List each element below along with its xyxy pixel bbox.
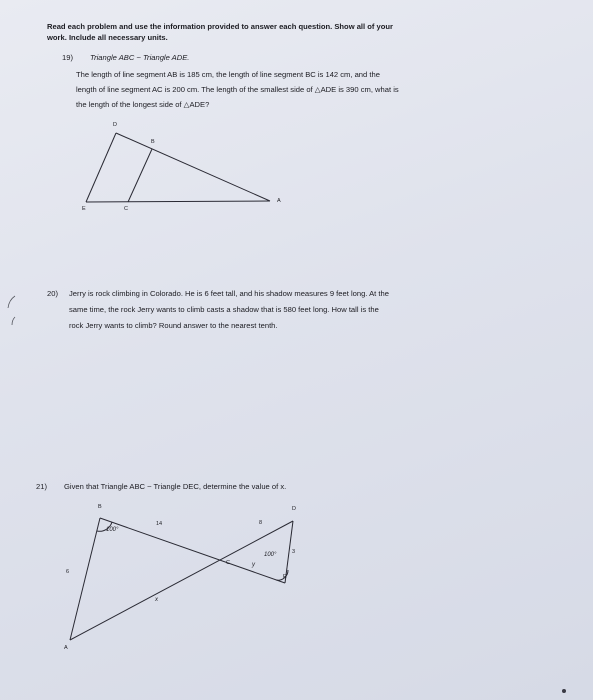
side-6-label: 6 [66, 569, 70, 575]
problem-19-statement: Triangle ABC ~ Triangle ADE. [90, 53, 190, 62]
instructions-line-2: work. Include all necessary units. [47, 33, 168, 42]
label-a: A [277, 198, 281, 204]
problem-19-number: 19) [62, 53, 73, 62]
problem-20-number: 20) [47, 289, 58, 298]
problem-21-number: 21) [36, 482, 47, 491]
angle-b-value: 100° [106, 527, 119, 533]
label-e: E [82, 206, 86, 212]
label-c: C [124, 206, 128, 212]
binder-mark-1 [8, 296, 15, 308]
problem-20-line-3: rock Jerry wants to climb? Round answer to the nearest tenth. [69, 321, 278, 330]
problem-20-line-2: same time, the rock Jerry wants to climb casts a shadow that is 580 feet long. How tall is the [69, 305, 379, 314]
problem-20-line-1: Jerry is rock climbing in Colorado. He is 6 feet tall, and his shadow measures 9 feet long. At the [69, 289, 389, 298]
problem-21-statement: Given that Triangle ABC ~ Triangle DEC, determine the value of x. [64, 482, 287, 491]
label-e-21: E [283, 574, 287, 580]
label-b-21: B [98, 504, 102, 510]
side-8-label: 8 [259, 520, 263, 526]
label-d: D [113, 122, 117, 128]
label-c-21: C [226, 560, 230, 566]
label-d-21: D [292, 506, 296, 512]
side-y-label: y [252, 562, 255, 568]
problem-19-line-2: length of line segment AC is 200 cm. The length of the smallest side of △ADE is 390 cm, what is [76, 85, 399, 94]
corner-mark [562, 689, 566, 693]
side-x-label: x [155, 597, 158, 603]
angle-e-value: 100° [264, 552, 277, 558]
instructions-line-1: Read each problem and use the information provided to answer each question. Show all of your [47, 22, 393, 31]
side-3-label: 3 [292, 549, 296, 555]
binder-mark-2 [12, 317, 15, 325]
problem-19-line-1: The length of line segment AB is 185 cm, the length of line segment BC is 142 cm, and the [76, 70, 380, 79]
label-a-21: A [64, 645, 68, 651]
label-b: B [151, 139, 155, 145]
side-14-label: 14 [156, 521, 163, 527]
problem-19-line-3: the length of the longest side of △ADE? [76, 100, 210, 109]
